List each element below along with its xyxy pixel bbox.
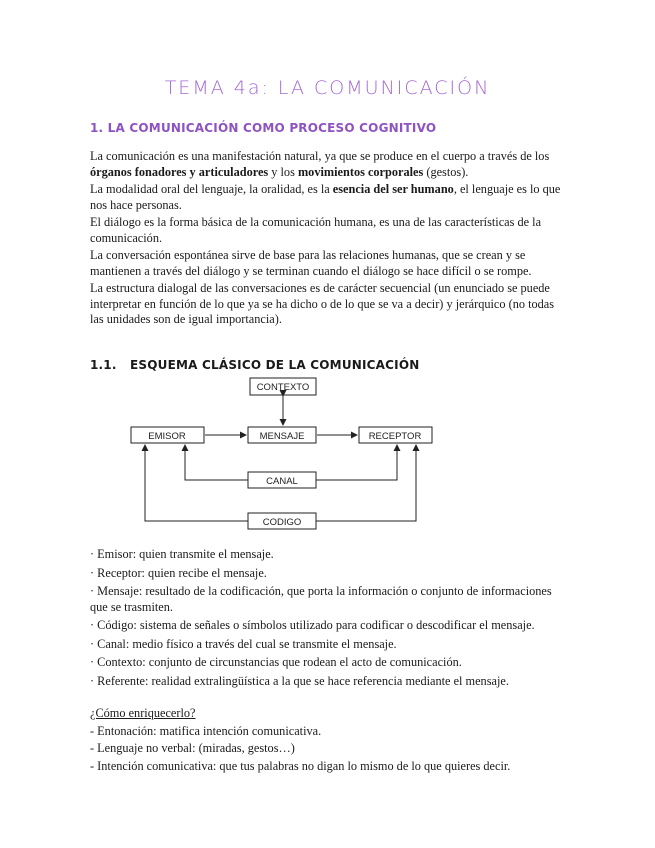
receptor-label: RECEPTOR bbox=[368, 431, 422, 442]
list-item: - Entonación: matifica intención comunicativa. bbox=[90, 723, 322, 738]
element-definitions bbox=[90, 547, 570, 692]
paragraph-3: El diálogo es la forma básica de la comunicación humana, es una de las características de la comunicación. bbox=[90, 215, 542, 245]
list-item: - Intención comunicativa: que tus palabras no digan lo mismo de lo que quieres decir. bbox=[90, 758, 511, 773]
paragraph-2: La modalidad oral del lenguaje, la oralidad, es la esencia del ser humano, el lenguaje es lo que nos hace personas. bbox=[90, 182, 561, 212]
mensaje-label: MENSAJE bbox=[259, 431, 305, 442]
list-item: · Emisor: quien transmite el mensaje. bbox=[90, 547, 274, 561]
list-item: · Canal: medio físico a través del cual se transmite el mensaje. bbox=[90, 636, 397, 651]
codigo-emisor-arrow bbox=[145, 445, 248, 521]
list-item: · Código: sistema de señales o símbolos utilizado para codificar o descodificar el mensaje. bbox=[90, 618, 535, 632]
canal-label: CANAL bbox=[266, 476, 298, 487]
paragraph-4: La conversación espontánea sirve de base para las relaciones humanas, que se crean y se mantienen a través del diálogo y se terminan cuando el diálogo se hace difícil o se rompe. bbox=[90, 248, 532, 278]
list-item: - Lenguaje no verbal: (miradas, gestos…) bbox=[90, 741, 295, 755]
list-item: · Receptor: quien recibe el mensaje. bbox=[90, 565, 267, 580]
page-title: TEMA 4a: LA COMUNICACIÓN bbox=[164, 77, 491, 99]
codigo-label: CODIGO bbox=[262, 517, 302, 528]
list-item: · Mensaje: resultado de la codificación, que porta la información o conjunto de informaciones que se trasmiten. bbox=[90, 584, 552, 614]
paragraph-1: La comunicación es una manifestación natural, ya que se produce en el cuerpo a través de los órganos fonadores y articuladores y los movimientos corporales (gestos). bbox=[90, 149, 550, 179]
canal-emisor-arrow bbox=[185, 445, 248, 480]
canal-receptor-arrow bbox=[316, 445, 397, 480]
section-heading-1: 1. LA COMUNICACIÓN COMO PROCESO COGNITIVO bbox=[90, 121, 437, 135]
list-item: · Referente: realidad extralingüística a la que se hace referencia mediante el mensaje. bbox=[90, 673, 509, 688]
emisor-label: EMISOR bbox=[148, 431, 186, 442]
enrich-section bbox=[90, 705, 570, 775]
codigo-receptor-arrow bbox=[316, 445, 416, 521]
contexto-label: CONTEXTO bbox=[256, 382, 310, 393]
enrich-question: ¿Cómo enriquecerlo? bbox=[90, 706, 196, 720]
section-heading-2: 1.1. ESQUEMA CLÁSICO DE LA COMUNICACIÓN bbox=[90, 358, 420, 372]
paragraph-5: La estructura dialogal de las conversaciones es de carácter secuencial (un enunciado se puede interpretar en función de lo que ya se ha dicho o de lo que se va a decir) y jerárquico (no todas las unidades son de igual importancia). bbox=[90, 281, 555, 326]
list-item: · Contexto: conjunto de circunstancias que rodean el acto de comunicación. bbox=[90, 655, 462, 669]
